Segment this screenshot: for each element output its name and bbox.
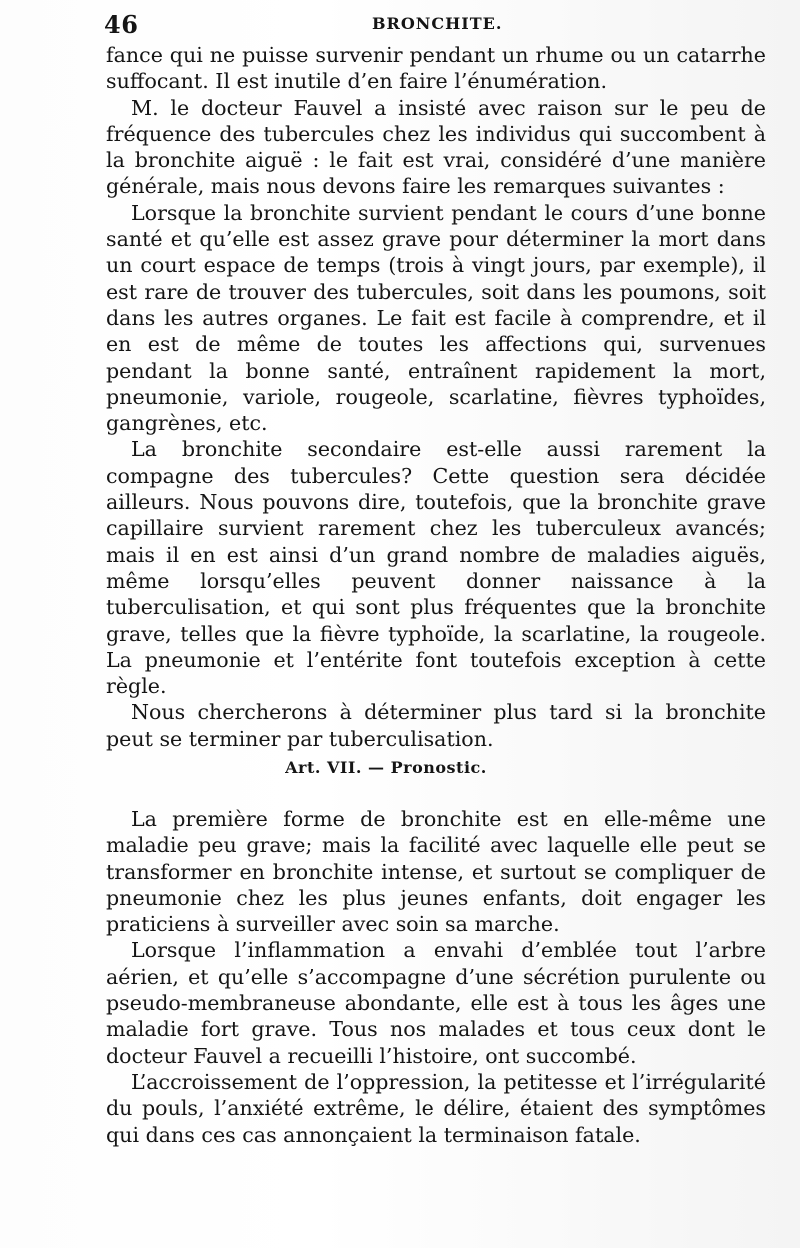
paragraph-continuation: fance qui ne puisse survenir pendant un rhume ou un catarrhe suffocant. Il est inutile d’en faire l’énumération.	[106, 43, 766, 94]
body-text-before-section	[106, 42, 766, 752]
paragraph: Lorsque la bronchite survient pendant le cours d’une bonne santé et qu’elle est assez grave pour déterminer la mort dans un court espace de temps (trois à vingt jours, par exemple), il est rare de trouver des tubercules, soit dans les poumons, soit dans les autres organes. Le fait est facile à comprendre, et il en est de même de toutes les affections qui, survenues pendant la bonne santé, entraînent rapidement la mort, pneumonie, variole, rougeole, scarlatine, fièvres typhoïdes, gangrènes, etc.	[106, 200, 766, 436]
running-head: BRONCHITE.	[372, 14, 503, 33]
paragraph: La première forme de bronchite est en elle-même une maladie peu grave; mais la facilité avec laquelle elle peut se transformer en bronchite intense, et surtout se compliquer de pneumonie chez les plus jeunes enfants, doit engager les praticiens à surveiller avec soin sa marche.	[106, 807, 766, 937]
paragraph: Nous chercherons à déterminer plus tard si la bronchite peut se terminer par tuberculisation.	[106, 700, 766, 751]
page-number: 46	[104, 10, 139, 39]
paragraph: Lorsque l’inflammation a envahi d’emblée tout l’arbre aérien, et qu’elle s’accompagne d’une sécrétion purulente ou pseudo-membraneuse abondante, elle est à tous les âges une maladie fort grave. Tous nos malades et tous ceux dont le docteur Fauvel a recueilli l’histoire, ont succombé.	[106, 938, 766, 1068]
paragraph: L’accroissement de l’oppression, la petitesse et l’irrégularité du pouls, l’anxiété extrême, le délire, étaient des symptômes qui dans ces cas annonçaient la terminaison fatale.	[106, 1069, 766, 1147]
paragraph: La bronchite secondaire est-elle aussi rarement la compagne des tubercules? Cette question sera décidée ailleurs. Nous pouvons dire, toutefois, que la bronchite grave capillaire survient rarement chez les tuberculeux avancés; mais il en est ainsi d’un grand nombre de maladies aiguës, même lorsqu’elles peuvent donner naissance à la tuberculisation, et qui sont plus fréquentes que la bronchite grave, telles que la fièvre typhoïde, la scarlatine, la rougeole. La pneumonie et l’entérite font toutefois exception à cette règle.	[106, 437, 766, 699]
page-header	[104, 8, 764, 42]
body-text-after-section	[106, 806, 766, 1148]
paragraph: M. le docteur Fauvel a insisté avec raison sur le peu de fréquence des tubercules chez les individus qui succombent à la bronchite aiguë : le fait est vrai, considéré d’une manière générale, mais nous devons faire les remarques suivantes :	[106, 95, 766, 199]
section-heading: Art. VII. — Pronostic.	[285, 758, 487, 777]
